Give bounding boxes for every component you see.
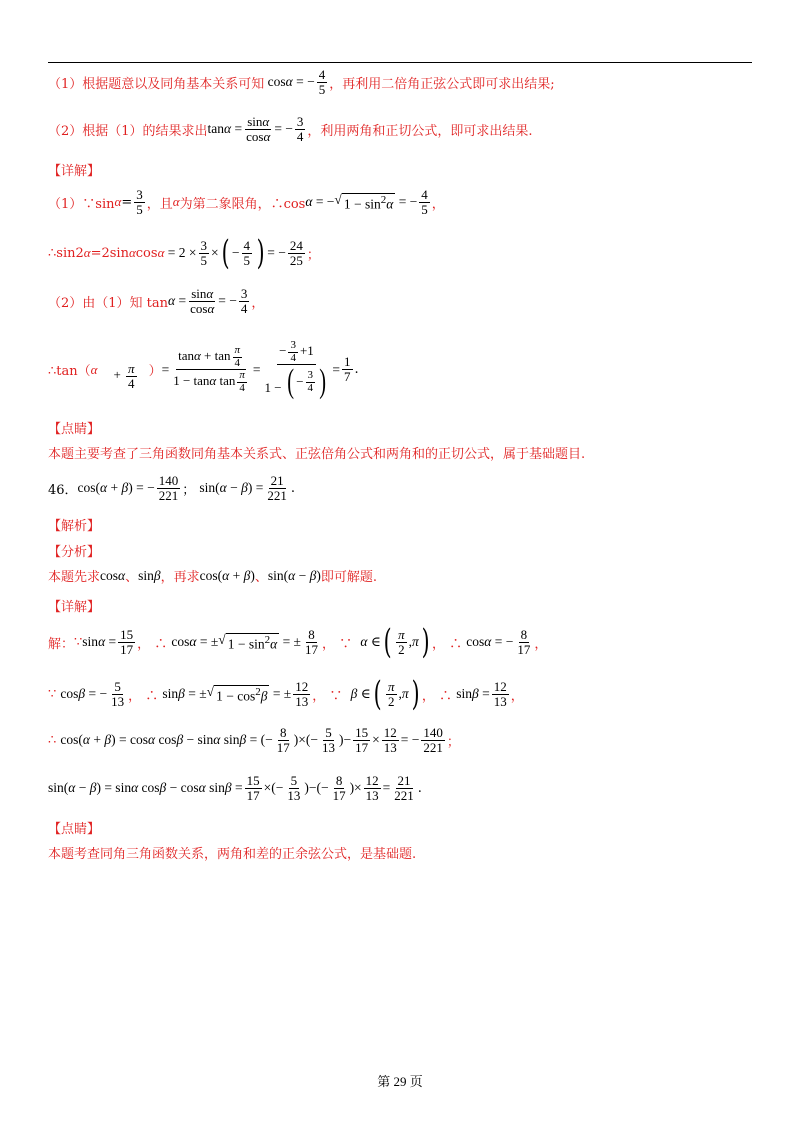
analysis-text-e: 即可解题. <box>320 570 377 585</box>
frac-4-5: $\frac{4}{5}$ <box>318 67 326 97</box>
detail1-text-4b: ） <box>148 364 162 380</box>
detail1-line-1: （1）∵sin α = $\frac{3}{5}$ ，且 α 为第二象限角，∴cos α = − √ $1 - \sin^2\alpha$ = − $\frac{4}{5}$ ， <box>48 187 445 217</box>
frac-3-4: $\frac{3}{4}$ <box>296 114 304 144</box>
analysis-text-b: 、 <box>125 570 139 585</box>
intro-text-2b: ，利用两角和正切公式，即可求出结果. <box>307 123 533 139</box>
page-number: 第 29 页 <box>377 1074 423 1089</box>
paren-neg-4-5: ( − $\frac{4}{5}$ ) <box>221 233 265 273</box>
analysis-text-c: ，再求 <box>160 570 200 585</box>
intro-line-2: （2）根据（1）的结果求出 tanα = $\frac{\sin\alpha}{\cos\alpha}$ = − $\frac{3}{4}$ ，利用两角和正切公式，即可求出结果. <box>48 114 533 144</box>
analysis-label-jx: 【解析】 <box>48 519 101 534</box>
detail1-line-4: ∴tan（ α + $\frac{\pi}{4}$ ） = tanα + tan $\frac{\pi}{4}$ 1 − tanα tan $\frac{\pi}{4}$ = − $\frac{3}{4}$ +1 1 − ( − $\frac{3}{4}$ ) = $\frac{1}{7}$ . <box>48 339 359 401</box>
comment2-text: 本题考查同角三角函数关系，两角和差的正余弦公式，是基础题. <box>48 847 417 862</box>
frac-sin-cos: $\frac{\sin\alpha}{\cos\alpha}$ <box>246 114 271 144</box>
detail1-text-2a: ∴sin2 <box>48 245 84 261</box>
intro-text-2a: （2）根据（1）的结果求出 <box>48 123 208 139</box>
intro-text-1b: ，再利用二倍角正弦公式即可求出结果; <box>329 76 555 92</box>
detail1-line-3: （2）由（1）知 tan α = $\frac{\sin\alpha}{\cos\alpha}$ = − $\frac{3}{4}$ ， <box>48 286 265 316</box>
q46-denominator: 221 <box>158 487 179 503</box>
comment1-text: 本题主要考查了三角函数同角基本关系式、正弦倍角公式和两角和的正切公式，属于基础题目. <box>48 447 586 462</box>
detail2-label: 【详解】 <box>48 600 101 615</box>
comment2-label: 【点睛】 <box>48 822 101 837</box>
detail2-line-4: sin(α − β) = sinα cosβ − cosα sinβ = $\frac{15}{17}$ ×(− $\frac{5}{13}$ )−(− $\frac{8}{17}$ )× $\frac{12}{13}$ = $\frac{21}{221}$ . <box>48 773 422 803</box>
analysis-text: 本题先求 cosα 、 sinβ ，再求 cos(α + β) 、 sin(α − β) 即可解题. <box>48 567 377 585</box>
frac-value: − $\frac{3}{4}$ +1 1 − ( − $\frac{3}{4}$ ) <box>264 339 327 401</box>
detail1-line-2: ∴sin2 α =2sin α cos α = 2 × $\frac{3}{5}$ × ( − $\frac{4}{5}$ ) = − $\frac{24}{25}$ ； <box>48 233 320 273</box>
frac-tan-sum: tanα + tan $\frac{\pi}{4}$ 1 − tanα tan $\frac{\pi}{4}$ <box>173 343 245 394</box>
header-rule <box>48 62 752 63</box>
q46-sin-numerator: 21 <box>270 473 284 488</box>
intro-line-1 <box>48 68 555 96</box>
detail2-line-3: ∴ cos(α + β) = cosα cosβ − sinα sinβ = (− $\frac{8}{17}$ )×(− $\frac{5}{13}$ )− $\frac{15}{17}$ × $\frac{12}{13}$ = − $\frac{140}{221}$ ； <box>48 725 460 755</box>
detail1-text-1c: 为第二象限角，∴cos <box>179 196 306 212</box>
detail1-text-2b: =2sin <box>90 245 129 261</box>
q46-answer: 46． cos(α + β) = − $\frac{140}{221}$ ； sin(α − β) = $\frac{21}{221}$ . <box>48 473 295 503</box>
sqrt-1-sin2: √ $1 - \sin^2\alpha$ <box>334 191 394 212</box>
detail2-line-1: 解： ∵ sinα = $\frac{15}{17}$ ， ∴ cosα = ± √ $1 - \sin^2\alpha$ = ± $\frac{8}{17}$ ， ∵ α ∈ ( $\frac{\pi}{2}$ ,π ) ， ∴ cosα = − $\frac{8}{17}$ ， <box>48 622 548 662</box>
frac-1-7: $\frac{1}{7}$ <box>344 354 351 385</box>
q46-number: 46． <box>48 482 78 498</box>
frac-24-25: $\frac{24}{25}$ <box>289 237 303 268</box>
formula-tan-alpha: tanα = <box>207 121 243 137</box>
detail1-label: 【详解】 <box>48 164 101 179</box>
frac-pi-4: + $\frac{\pi}{4}$ <box>113 361 135 391</box>
intro-text-1a: （1）根据题意以及同角基本关系可知 <box>48 76 265 92</box>
analysis-text-d: 、 <box>254 570 268 585</box>
detail1-text-1b: ，且 <box>146 196 173 212</box>
analysis-text-a: 本题先求 <box>48 570 101 585</box>
formula-cos-alpha: cosα = − <box>264 74 315 90</box>
detail1-text-4a: ∴tan（ <box>48 364 91 380</box>
q46-cos-numerator: 140 <box>158 473 179 488</box>
detail1-text-2c: cos <box>135 245 158 261</box>
analysis-label-fx: 【分析】 <box>48 545 101 560</box>
detail1-text-1a: （1）∵sin <box>48 196 115 212</box>
detail1-text-3a: （2）由（1）知 tan <box>48 295 169 311</box>
frac-3-5: $\frac{3}{5}$ <box>136 187 143 217</box>
detail2-line-2: ∵ cosβ = − $\frac{5}{13}$ ， ∴ sinβ = ± √ $1 - \cos^2\beta$ = ± $\frac{12}{13}$ ， ∵ β ∈ ( $\frac{\pi}{2}$ ,π ) ， ∴ sinβ = $\frac{12}{13}$ ， <box>48 674 524 714</box>
comment1-label: 【点睛】 <box>48 422 101 437</box>
detail2-jie: 解： <box>48 636 75 652</box>
